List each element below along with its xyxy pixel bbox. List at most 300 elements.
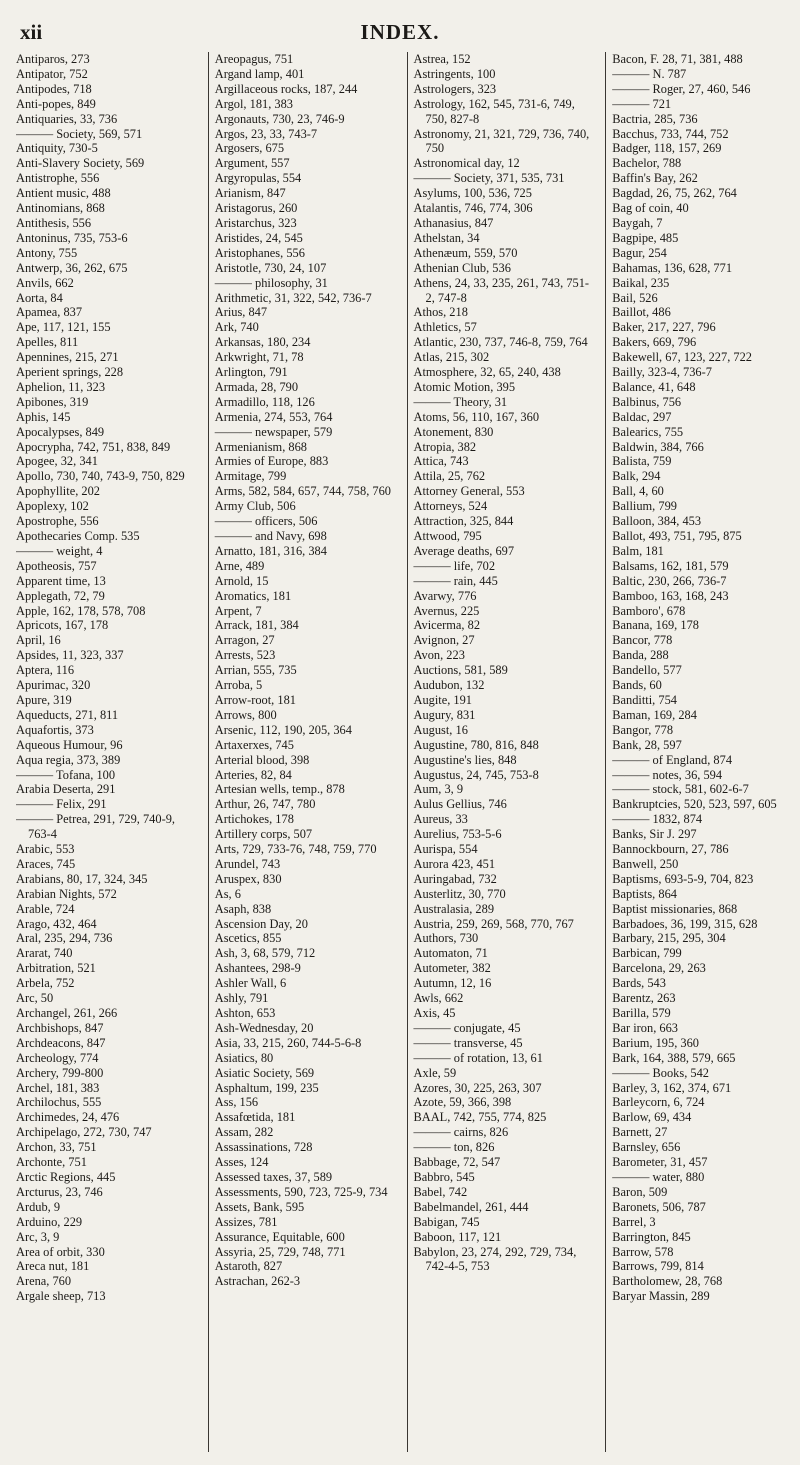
- index-entry: Aphelion, 11, 323: [16, 379, 106, 394]
- index-entry: Baldwin, 384, 766: [612, 439, 704, 454]
- index-entry: Bar iron, 663: [612, 1020, 678, 1035]
- index-entry: Babbro, 545: [413, 1169, 475, 1184]
- index-entry: Aphis, 145: [16, 409, 71, 424]
- index-entry: Argument, 557: [214, 156, 290, 171]
- index-entry: ——— N. 787: [612, 66, 687, 81]
- index-entry: Astrologers, 323: [413, 81, 497, 96]
- index-entry: August, 16: [413, 722, 468, 737]
- index-entry: Baman, 169, 284: [612, 707, 697, 722]
- index-entry: Arlington, 791: [214, 365, 288, 380]
- index-entry: Babelmandel, 261, 444: [413, 1199, 529, 1214]
- index-entry: Antiquity, 730-5: [16, 141, 98, 156]
- index-entry: Bamboro', 678: [612, 603, 686, 618]
- index-entry: Bards, 543: [612, 976, 666, 991]
- index-entry: Arc, 3, 9: [16, 1229, 60, 1244]
- index-entry: Anti-popes, 849: [16, 96, 96, 111]
- index-entry: Archipelago, 272, 730, 747: [16, 1125, 152, 1140]
- index-entry: Antithesis, 556: [16, 215, 92, 230]
- index-entry: Aurispa, 554: [413, 842, 478, 857]
- index-entry: Arbitration, 521: [16, 961, 96, 976]
- index-entry: ——— 721: [612, 96, 672, 111]
- index-entry: ——— Roger, 27, 460, 546: [612, 81, 751, 96]
- index-entry: Asphaltum, 199, 235: [214, 1080, 319, 1095]
- index-entry: Aqueous Humour, 96: [16, 737, 123, 752]
- index-entry: Arrows, 800: [214, 707, 277, 722]
- index-entry: Antwerp, 36, 262, 675: [16, 260, 128, 275]
- index-entry: Baikal, 235: [612, 275, 670, 290]
- index-entry: ——— ton, 826: [413, 1140, 495, 1155]
- index-entry: Arrian, 555, 735: [214, 663, 297, 678]
- index-entry: Aperient springs, 228: [16, 365, 124, 380]
- index-entry: Aum, 3, 9: [413, 782, 464, 797]
- index-entry: Athenæum, 559, 570: [413, 245, 518, 260]
- index-entry: Barrow, 578: [612, 1244, 674, 1259]
- index-entry: Atlantic, 230, 737, 746-8, 759, 764: [413, 335, 588, 350]
- index-entry: Bands, 60: [612, 678, 662, 693]
- index-entry: Aurora 423, 451: [413, 856, 496, 871]
- index-entry: Arrests, 523: [214, 648, 276, 663]
- index-entry: Baboon, 117, 121: [413, 1229, 502, 1244]
- index-entry: Aral, 235, 294, 736: [16, 931, 113, 946]
- index-entry: Barentz, 263: [612, 991, 676, 1006]
- index-entry: Balance, 41, 648: [612, 379, 696, 394]
- index-entry: Authors, 730: [413, 931, 479, 946]
- index-entry: Athelstan, 34: [413, 230, 480, 245]
- index-entry: Baldac, 297: [612, 409, 672, 424]
- index-entry: Arnatto, 181, 316, 384: [214, 543, 327, 558]
- index-entry: Assafœtida, 181: [214, 1110, 296, 1125]
- index-entry: Aptera, 116: [16, 663, 75, 678]
- index-entry: Arena, 760: [16, 1274, 72, 1289]
- index-entry: Bahamas, 136, 628, 771: [612, 260, 733, 275]
- index-entry: Bakers, 669, 796: [612, 335, 697, 350]
- index-entry: Barnsley, 656: [612, 1140, 681, 1155]
- index-entry: Attila, 25, 762: [413, 469, 486, 484]
- index-entry: Avarwy, 776: [413, 588, 477, 603]
- index-entry: Bandello, 577: [612, 663, 682, 678]
- index-entry: Atoms, 56, 110, 167, 360: [413, 409, 540, 424]
- index-entry: Aurelius, 753-5-6: [413, 827, 502, 842]
- index-entry: Bacchus, 733, 744, 752: [612, 126, 729, 141]
- index-entry: Baptists, 864: [612, 886, 677, 901]
- index-entry: Astronomy, 21, 321, 729, 736, 740, 750: [413, 126, 590, 156]
- index-entry: Apollo, 730, 740, 743-9, 750, 829: [16, 469, 185, 484]
- index-entry: Bail, 526: [612, 290, 658, 305]
- index-entry: Arrow-root, 181: [214, 692, 296, 707]
- index-entry: Arable, 724: [16, 901, 75, 916]
- index-entry: Assurance, Equitable, 600: [214, 1229, 345, 1244]
- index-entry: Athanasius, 847: [413, 215, 494, 230]
- index-entry: Asses, 124: [214, 1155, 269, 1170]
- index-entry: Arteries, 82, 84: [214, 767, 292, 782]
- index-entry: Arius, 847: [214, 305, 268, 320]
- index-entry: Archery, 799-800: [16, 1065, 104, 1080]
- index-entry: Audubon, 132: [413, 678, 485, 693]
- index-entry: Aromatics, 181: [214, 588, 292, 603]
- index-entry: ——— stock, 581, 602-6-7: [612, 782, 749, 797]
- index-entry: Badger, 118, 157, 269: [612, 141, 722, 156]
- index-entry: Augustine, 780, 816, 848: [413, 737, 539, 752]
- index-entry: Ascension Day, 20: [214, 916, 308, 931]
- index-entry: Armenianism, 868: [214, 439, 307, 454]
- index-entry: Attica, 743: [413, 454, 469, 469]
- index-entry: Argyropulas, 554: [214, 171, 302, 186]
- index-entry: ——— rain, 445: [413, 573, 498, 588]
- index-entry: ——— conjugate, 45: [413, 1020, 521, 1035]
- index-entry: Aqueducts, 271, 811: [16, 707, 119, 722]
- index-entry: ——— of England, 874: [612, 752, 733, 767]
- index-entry: Ballot, 493, 751, 795, 875: [612, 529, 742, 543]
- index-entry: Ash-Wednesday, 20: [214, 1020, 314, 1035]
- index-entry: Antiparos, 273: [16, 52, 90, 66]
- index-entry: Barbary, 215, 295, 304: [612, 931, 726, 946]
- index-entry: Australasia, 289: [413, 901, 495, 916]
- index-entry: ——— 1832, 874: [612, 812, 703, 827]
- index-entry: Archbishops, 847: [16, 1020, 104, 1035]
- index-entry: Aorta, 84: [16, 290, 63, 305]
- index-entry: Austria, 259, 269, 568, 770, 767: [413, 916, 574, 931]
- index-entry: Bamboo, 163, 168, 243: [612, 588, 729, 603]
- index-entry: Apamea, 837: [16, 305, 83, 320]
- index-entry: Bagdad, 26, 75, 262, 764: [612, 186, 737, 201]
- index-column-4: [605, 52, 792, 1452]
- index-entry: Atomic Motion, 395: [413, 379, 516, 394]
- index-entry: Azote, 59, 366, 398: [413, 1095, 512, 1110]
- index-entry: Bark, 164, 388, 579, 665: [612, 1050, 736, 1065]
- index-entry: Augustine's lies, 848: [413, 752, 517, 767]
- index-entry: Apparent time, 13: [16, 573, 106, 588]
- index-entry: Banda, 288: [612, 648, 669, 663]
- index-entry: ——— Felix, 291: [16, 797, 107, 812]
- index-entry: Ark, 740: [214, 320, 259, 335]
- index-entry: Bartholomew, 28, 768: [612, 1274, 723, 1289]
- index-entry: Archon, 33, 751: [16, 1140, 97, 1155]
- index-entry: Autometer, 382: [413, 961, 491, 976]
- index-entry: Arnold, 15: [214, 573, 269, 588]
- index-entry: Antient music, 488: [16, 186, 111, 201]
- index-entry: Barcelona, 29, 263: [612, 961, 706, 976]
- index-entry: Barrel, 3: [612, 1214, 656, 1229]
- index-entry: Athos, 218: [413, 305, 468, 320]
- index-entry: Asiatic Society, 569: [214, 1065, 315, 1080]
- index-entry: Archimedes, 24, 476: [16, 1110, 120, 1125]
- index-entry: ——— Theory, 31: [413, 394, 508, 409]
- index-entry: Assessments, 590, 723, 725-9, 734: [214, 1184, 388, 1199]
- index-entry: Barometer, 31, 457: [612, 1155, 708, 1170]
- index-entry: Athenian Club, 536: [413, 260, 511, 275]
- page-header: [0, 20, 800, 48]
- index-entry: Apsides, 11, 323, 337: [16, 648, 124, 663]
- index-entry: Astringents, 100: [413, 66, 496, 81]
- index-entry: Augite, 191: [413, 692, 473, 707]
- index-entry: Baffin's Bay, 262: [612, 171, 698, 186]
- index-entry: Augustus, 24, 745, 753-8: [413, 767, 539, 782]
- index-column-1: [16, 52, 196, 1452]
- index-entry: Arcturus, 23, 746: [16, 1184, 103, 1199]
- index-entry: Aristides, 24, 545: [214, 230, 303, 245]
- index-entry: Ashly, 791: [214, 991, 269, 1006]
- index-entry: Bangor, 778: [612, 722, 674, 737]
- index-entry: Bagur, 254: [612, 245, 667, 260]
- index-entry: Arts, 729, 733-76, 748, 759, 770: [214, 842, 377, 857]
- index-entry: ——— of rotation, 13, 61: [413, 1050, 543, 1065]
- index-entry: April, 16: [16, 633, 61, 648]
- index-entry: Apogee, 32, 341: [16, 454, 98, 469]
- index-entry: Arpent, 7: [214, 603, 262, 618]
- index-entry: Aristophanes, 556: [214, 245, 305, 260]
- index-entry: Arthur, 26, 747, 780: [214, 797, 316, 812]
- index-entry: Artichokes, 178: [214, 812, 294, 827]
- index-entry: Bailly, 323-4, 736-7: [612, 365, 712, 380]
- index-entry: Bag of coin, 40: [612, 201, 689, 216]
- index-entry: Barlow, 69, 434: [612, 1110, 692, 1125]
- index-entry: ——— Petrea, 291, 729, 740-9, 763-4: [16, 812, 175, 842]
- index-entry: Anti-Slavery Society, 569: [16, 156, 145, 171]
- index-entry: Athletics, 57: [413, 320, 477, 335]
- index-entry: Baron, 509: [612, 1184, 668, 1199]
- index-entry: Auringabad, 732: [413, 871, 497, 886]
- index-entry: Avignon, 27: [413, 633, 475, 648]
- index-entry: Ashton, 653: [214, 1006, 276, 1020]
- index-entry: Argonauts, 730, 23, 746-9: [214, 111, 345, 126]
- index-entry: ——— Tofana, 100: [16, 767, 116, 782]
- index-entry: Atalantis, 746, 774, 306: [413, 201, 533, 216]
- index-entry: Atonement, 830: [413, 424, 494, 439]
- index-entry: Ash, 3, 68, 579, 712: [214, 946, 316, 961]
- index-entry: Apennines, 215, 271: [16, 350, 119, 365]
- index-entry: Apple, 162, 178, 578, 708: [16, 603, 146, 618]
- index-entry: Artillery corps, 507: [214, 827, 313, 842]
- index-entry: Bagpipe, 485: [612, 230, 679, 245]
- index-entry: Bakewell, 67, 123, 227, 722: [612, 350, 752, 365]
- index-entry: Assessed taxes, 37, 589: [214, 1169, 333, 1184]
- index-entry: Awls, 662: [413, 991, 464, 1006]
- index-entry: Barley, 3, 162, 374, 671: [612, 1080, 732, 1095]
- index-entry: Baronets, 506, 787: [612, 1199, 706, 1214]
- index-entry: Areca nut, 181: [16, 1259, 90, 1274]
- index-entry: Assets, Bank, 595: [214, 1199, 305, 1214]
- index-entry: Arne, 489: [214, 558, 265, 573]
- index-entry: Arctic Regions, 445: [16, 1169, 116, 1184]
- index-entry: Barium, 195, 360: [612, 1035, 699, 1050]
- index-entry: Astronomical day, 12: [413, 156, 520, 171]
- index-entry: Arroba, 5: [214, 678, 263, 693]
- index-entry: Arabic, 553: [16, 842, 75, 857]
- index-entry: ——— newspaper, 579: [214, 424, 333, 439]
- index-entry: Baltic, 230, 266, 736-7: [612, 573, 727, 588]
- index-entry: ——— Society, 569, 571: [16, 126, 143, 141]
- index-entry: Armadillo, 118, 126: [214, 394, 315, 409]
- index-entry: Average deaths, 697: [413, 543, 515, 558]
- index-entry: Balsams, 162, 181, 579: [612, 558, 729, 573]
- index-entry: Arabian Nights, 572: [16, 886, 117, 901]
- index-entry: Banana, 169, 178: [612, 618, 699, 633]
- index-entry: Antony, 755: [16, 245, 78, 260]
- index-entry: Antinomians, 868: [16, 201, 105, 216]
- index-entry: Arago, 432, 464: [16, 916, 97, 931]
- index-entry: Armitage, 799: [214, 469, 287, 484]
- index-entry: Argale sheep, 713: [16, 1289, 106, 1304]
- index-entry: Apotheosis, 757: [16, 558, 97, 573]
- index-entry: Arsenic, 112, 190, 205, 364: [214, 722, 352, 737]
- index-entry: Asia, 33, 215, 260, 744-5-6-8: [214, 1035, 362, 1050]
- index-entry: Babigan, 745: [413, 1214, 480, 1229]
- index-entry: Baptisms, 693-5-9, 704, 823: [612, 871, 754, 886]
- index-entry: Balm, 181: [612, 543, 664, 558]
- index-entry: Artesian wells, temp., 878: [214, 782, 345, 797]
- index-entry: Ape, 117, 121, 155: [16, 320, 111, 335]
- index-entry: Baryar Massin, 289: [612, 1289, 710, 1304]
- index-entry: Banks, Sir J. 297: [612, 827, 697, 842]
- index-entry: Asylums, 100, 536, 725: [413, 186, 532, 201]
- index-columns: [16, 52, 792, 1452]
- index-entry: Apostrophe, 556: [16, 514, 99, 529]
- index-entry: Bancor, 778: [612, 633, 673, 648]
- index-entry: Arc, 50: [16, 991, 54, 1006]
- index-column-3: [407, 52, 594, 1452]
- index-entry: ——— weight, 4: [16, 543, 103, 558]
- index-entry: ——— officers, 506: [214, 514, 318, 529]
- index-entry: Avicerma, 82: [413, 618, 481, 633]
- index-entry: Antiquaries, 33, 736: [16, 111, 118, 126]
- index-entry: Ardub, 9: [16, 1199, 61, 1214]
- index-entry: Arduino, 229: [16, 1214, 83, 1229]
- index-entry: Baptist missionaries, 868: [612, 901, 738, 916]
- index-entry: Bannockbourn, 27, 786: [612, 842, 729, 857]
- index-entry: Antistrophe, 556: [16, 171, 100, 186]
- index-entry: Attraction, 325, 844: [413, 514, 514, 529]
- index-entry: Autumn, 12, 16: [413, 976, 492, 991]
- index-entry: Arianism, 847: [214, 186, 286, 201]
- index-entry: Apocalypses, 849: [16, 424, 105, 439]
- index-entry: Aristagorus, 260: [214, 201, 298, 216]
- index-entry: BAAL, 742, 755, 774, 825: [413, 1110, 547, 1125]
- index-entry: Apurimac, 320: [16, 678, 91, 693]
- index-entry: ——— transverse, 45: [413, 1035, 523, 1050]
- index-entry: ——— notes, 36, 594: [612, 767, 723, 782]
- index-entry: Argand lamp, 401: [214, 66, 305, 81]
- index-entry: Augury, 831: [413, 707, 476, 722]
- index-entry: Assassinations, 728: [214, 1140, 313, 1155]
- index-entry: Barnett, 27: [612, 1125, 668, 1140]
- index-entry: Antipodes, 718: [16, 81, 92, 96]
- index-entry: Aristarchus, 323: [214, 215, 297, 230]
- index-entry: Baygah, 7: [612, 215, 663, 230]
- index-entry: Ballium, 799: [612, 499, 677, 514]
- index-entry: Arabians, 80, 17, 324, 345: [16, 871, 148, 886]
- index-entry: Areopagus, 751: [214, 52, 294, 66]
- index-entry: Athens, 24, 33, 235, 261, 743, 751-2, 747-8: [413, 275, 590, 305]
- index-entry: Attwood, 795: [413, 529, 482, 543]
- index-entry: Arms, 582, 584, 657, 744, 758, 760: [214, 484, 391, 499]
- index-entry: Arkwright, 71, 78: [214, 350, 304, 365]
- index-entry: Austerlitz, 30, 770: [413, 886, 506, 901]
- index-entry: ——— philosophy, 31: [214, 275, 328, 290]
- index-entry: Ararat, 740: [16, 946, 73, 961]
- index-entry: Apricots, 167, 178: [16, 618, 109, 633]
- index-entry: Argos, 23, 33, 743-7: [214, 126, 318, 141]
- index-entry: Apothecaries Comp. 535: [16, 529, 140, 543]
- index-entry: Aureus, 33: [413, 812, 468, 827]
- index-entry: Apophyllite, 202: [16, 484, 100, 499]
- index-entry: Baillot, 486: [612, 305, 671, 320]
- index-entry: Ball, 4, 60: [612, 484, 664, 499]
- index-entry: Bachelor, 788: [612, 156, 682, 171]
- index-entry: Army Club, 506: [214, 499, 296, 514]
- index-entry: Barrows, 799, 814: [612, 1259, 704, 1274]
- index-entry: Astrology, 162, 545, 731-6, 749, 750, 827-8: [413, 96, 575, 126]
- index-entry: Babbage, 72, 547: [413, 1155, 501, 1170]
- index-entry: Archdeacons, 847: [16, 1035, 106, 1050]
- index-entry: Balk, 294: [612, 469, 661, 484]
- index-entry: Babylon, 23, 274, 292, 729, 734, 742-4-5, 753: [413, 1244, 577, 1274]
- index-entry: Arterial blood, 398: [214, 752, 310, 767]
- index-entry: Apocrypha, 742, 751, 838, 849: [16, 439, 171, 454]
- index-entry: Armies of Europe, 883: [214, 454, 329, 469]
- index-entry: Aqua regia, 373, 389: [16, 752, 121, 767]
- index-entry: Assyria, 25, 729, 748, 771: [214, 1244, 346, 1259]
- index-entry: Assam, 282: [214, 1125, 274, 1140]
- index-entry: Argol, 181, 383: [214, 96, 293, 111]
- index-entry: Archel, 181, 383: [16, 1080, 100, 1095]
- index-entry: Asiatics, 80: [214, 1050, 274, 1065]
- index-entry: Barbadoes, 36, 199, 315, 628: [612, 916, 758, 931]
- page-number: xii: [20, 20, 43, 44]
- running-title: INDEX.: [360, 20, 440, 44]
- index-entry: Banditti, 754: [612, 692, 677, 707]
- index-entry: Barrington, 845: [612, 1229, 691, 1244]
- index-entry: Barilla, 579: [612, 1006, 671, 1020]
- index-entry: Avon, 223: [413, 648, 465, 663]
- index-entry: Arbela, 752: [16, 976, 75, 991]
- index-entry: Applegath, 72, 79: [16, 588, 105, 603]
- index-entry: Aruspex, 830: [214, 871, 282, 886]
- index-entry: Ashantees, 298-9: [214, 961, 301, 976]
- index-entry: Aulus Gellius, 746: [413, 797, 507, 812]
- index-entry: Archeology, 774: [16, 1050, 99, 1065]
- index-column-2: [208, 52, 395, 1452]
- index-entry: Archangel, 261, 266: [16, 1006, 118, 1020]
- index-entry: Anvils, 662: [16, 275, 74, 290]
- index-entry: Astrea, 152: [413, 52, 471, 66]
- index-entry: Axle, 59: [413, 1065, 457, 1080]
- index-entry: Bacon, F. 28, 71, 381, 488: [612, 52, 743, 66]
- index-entry: Ass, 156: [214, 1095, 259, 1110]
- index-entry: Bactria, 285, 736: [612, 111, 698, 126]
- index-entry: Ascetics, 855: [214, 931, 282, 946]
- index-entry: Axis, 45: [413, 1006, 456, 1020]
- index-entry: Area of orbit, 330: [16, 1244, 105, 1259]
- index-entry: Balista, 759: [612, 454, 672, 469]
- index-entry: Antipator, 752: [16, 66, 88, 81]
- index-entry: As, 6: [214, 886, 241, 901]
- index-entry: Arragon, 27: [214, 633, 275, 648]
- index-entry: Bank, 28, 597: [612, 737, 682, 752]
- index-entry: Archonte, 751: [16, 1155, 87, 1170]
- index-entry: Argosers, 675: [214, 141, 285, 156]
- index-entry: ——— Books, 542: [612, 1065, 709, 1080]
- index-entry: Bankruptcies, 520, 523, 597, 605: [612, 797, 777, 812]
- index-entry: Auctions, 581, 589: [413, 663, 508, 678]
- index-entry: Atmosphere, 32, 65, 240, 438: [413, 365, 561, 380]
- index-entry: Baker, 217, 227, 796: [612, 320, 716, 335]
- index-entry: Barleycorn, 6, 724: [612, 1095, 705, 1110]
- index-entry: Babel, 742: [413, 1184, 468, 1199]
- index-entry: Banwell, 250: [612, 856, 679, 871]
- index-entry: Arabia Deserta, 291: [16, 782, 116, 797]
- index-entry: Archilochus, 555: [16, 1095, 102, 1110]
- index-entry: Argillaceous rocks, 187, 244: [214, 81, 358, 96]
